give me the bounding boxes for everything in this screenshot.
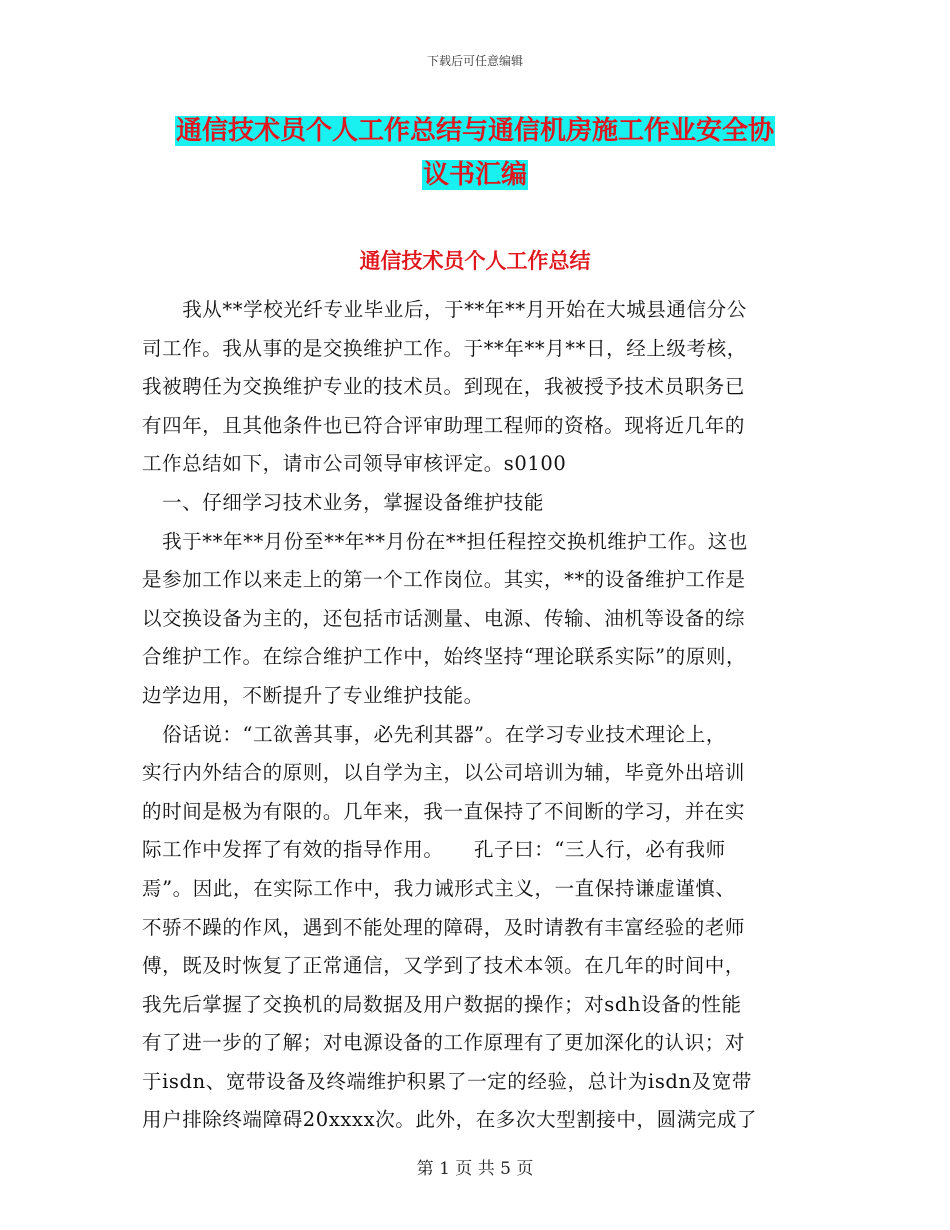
body-text-line: 有了进一步的了解；对电源设备的工作原理有了更加深化的认识；对 bbox=[142, 1031, 746, 1055]
body-text-line: 的时间是极为有限的。几年来，我一直保持了不间断的学习，并在实 bbox=[142, 799, 746, 823]
body-text-line: 边学边用，不断提升了专业维护技能。 bbox=[142, 683, 484, 707]
body-text-line: 际工作中发挥了有效的指导作用。 孔子曰：“三人行，必有我师 bbox=[142, 838, 726, 862]
body-text-line: 俗话说：“工欲善其事，必先利其器”。在学习专业技术理论上， bbox=[142, 722, 726, 746]
body-text-line: 傅，既及时恢复了正常通信，又学到了技术本领。在几年的时间中， bbox=[142, 954, 746, 978]
body-text-line: 不骄不躁的作风，遇到不能处理的障碍，及时请教有丰富经验的老师 bbox=[142, 915, 746, 939]
body-text-line: 司工作。我从事的是交换维护工作。于**年**月**日，经上级考核， bbox=[142, 336, 747, 360]
body-text-line: 以交换设备为主的，还包括市话测量、电源、传输、油机等设备的综 bbox=[142, 606, 746, 630]
body-text-line: 我被聘任为交换维护专业的技术员。到现在，我被授予技术员职务已 bbox=[142, 375, 746, 399]
document-title-text-1: 通信技术员个人工作总结与通信机房施工作业安全协 bbox=[175, 116, 774, 146]
body-text-line: 于isdn、宽带设备及终端维护积累了一定的经验，总计为isdn及宽带 bbox=[142, 1069, 752, 1093]
body-text-line: 我于**年**月份至**年**月份在**担任程控交换机维护工作。这也 bbox=[142, 529, 749, 553]
body-text-line: 用户排除终端障碍20xxxx次。此外，在多次大型割接中，圆满完成了 bbox=[142, 1108, 758, 1132]
body-text-line: 焉”。因此，在实际工作中，我力诫形式主义，一直保持谦虚谨慎、 bbox=[142, 876, 736, 900]
body-text-line: 有四年，且其他条件也已符合评审助理工程师的资格。现将近几年的 bbox=[142, 413, 746, 437]
body-text-line: 工作总结如下，请市公司领导审核评定。s0100 bbox=[142, 452, 567, 476]
body-text-line: 我先后掌握了交换机的局数据及用户数据的操作；对sdh设备的性能 bbox=[142, 992, 742, 1016]
page-footer: 第 1 页 共 5 页 bbox=[416, 1159, 534, 1179]
document-body bbox=[142, 291, 802, 1140]
document-title-line-1 bbox=[0, 110, 950, 152]
body-text-line: 是参加工作以来走上的第一个工作岗位。其实，**的设备维护工作是 bbox=[142, 568, 746, 592]
body-text-line: 实行内外结合的原则，以自学为主，以公司培训为辅，毕竟外出培训 bbox=[142, 761, 746, 785]
body-text-line: 一、仔细学习技术业务，掌握设备维护技能 bbox=[142, 490, 545, 514]
header-note: 下载后可任意编辑 bbox=[426, 54, 523, 68]
body-text-line: 合维护工作。在综合维护工作中，始终坚持“理论联系实际”的原则， bbox=[142, 645, 747, 669]
section-title: 通信技术员个人工作总结 bbox=[359, 249, 591, 273]
body-text-line: 我从**学校光纤专业毕业后，于**年**月开始在大城县通信分公 bbox=[142, 298, 747, 321]
document-title-line-2 bbox=[0, 154, 950, 196]
document-title-text-2: 议书汇编 bbox=[422, 160, 527, 190]
